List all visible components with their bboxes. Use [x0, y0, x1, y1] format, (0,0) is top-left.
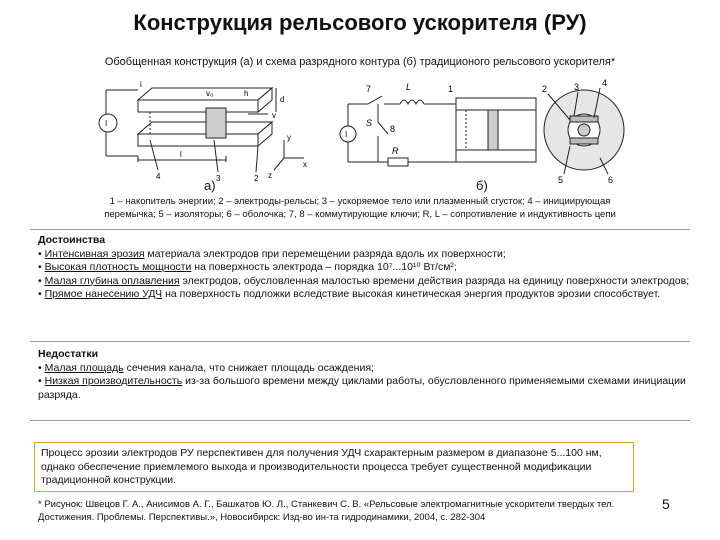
- advantage-item: • Малая глубина оплавления электродов, обусловленная малостью времени действия разряда на единицу поверхности электродов;: [38, 274, 690, 287]
- disadvantage-item: • Малая площадь сечения канала, что снижает площадь осаждения;: [38, 361, 374, 374]
- label-v: v: [272, 111, 276, 120]
- inductor-L: [400, 100, 424, 104]
- figure-a-diagram: [98, 78, 310, 184]
- advantage-item: • Интенсивная эрозия материала электродов при перемещении разряда вдоль их поверхности;: [38, 247, 506, 260]
- energy-source-symbol: [99, 114, 117, 132]
- label-5: 5: [558, 175, 564, 185]
- upper-rail: [456, 98, 536, 110]
- label-7: 7: [366, 84, 372, 94]
- label-1: 1: [448, 84, 454, 94]
- label-l: l: [180, 150, 182, 159]
- label-S: S: [366, 118, 373, 128]
- label-R: R: [392, 146, 399, 156]
- footnote: * Рисунок: Швецов Г. А., Анисимов А. Г., Башкатов Ю. Л., Станкевич С. В. «Рельсовые электромагнитные ускорители твердых тел. Достижения. Проблемы. Перспективы.», Новосибирск: Изд-во ин-та гидродинамики, 2004, с. 282-304: [38, 499, 615, 523]
- label-x: x: [303, 160, 307, 169]
- figure-caption: 1 – накопитель энергии; 2 – электроды-рельсы; 3 – ускоряемое тело или плазменный сгусток; 4 – инициирующая перемычка; 5 – изоляторы; 6 – оболочка; 7, 8 – коммутирующие ключи; R, L – сопротивление и индуктивность цепи: [104, 196, 616, 220]
- label-i: i: [140, 80, 142, 89]
- switch-8: [378, 122, 388, 134]
- figure-a-label: а): [204, 178, 216, 193]
- label-I: I: [345, 130, 348, 139]
- advantages-section: [38, 234, 690, 302]
- accelerated-body: [206, 108, 226, 138]
- figure-b-label: б): [476, 178, 488, 193]
- label-d: d: [280, 95, 285, 104]
- label-2: 2: [542, 84, 548, 94]
- label-3: 3: [216, 174, 221, 183]
- lower-rail: [456, 150, 536, 162]
- label-y: y: [287, 133, 291, 142]
- label-4: 4: [602, 78, 608, 88]
- label-h: h: [244, 89, 249, 98]
- upper-rail: [138, 88, 272, 100]
- advantage-item: • Высокая плотность мощности на поверхность электрода – порядка 10⁷...10¹⁰ Вт/см²;: [38, 261, 457, 273]
- axis-z: [274, 158, 284, 170]
- lower-rail: [138, 122, 272, 134]
- disadvantage-item: • Низкая производительность из-за большого времени между циклами работы, обусловленного применяемыми схемами инициации разряда.: [38, 375, 686, 401]
- accelerated-body: [488, 110, 498, 150]
- label-source-I: I: [105, 119, 108, 128]
- figure-subtitle: Обобщенная конструкция (а) и схема разрядного контура (б) традиционого рельсового ускорителя*: [104, 56, 616, 68]
- divider: [30, 229, 690, 230]
- label-3: 3: [574, 82, 580, 92]
- advantage-item: • Прямое нанесению УДЧ на поверхность подложки вследствие высокая кинетическая энергия продуктов эрозии способствует.: [38, 288, 661, 300]
- page-title: Конструкция рельсового ускорителя (РУ): [133, 10, 587, 35]
- conclusion-box: Процесс эрозии электродов РУ перспективен для получения УДЧ схарактерным размером в диапазоне 5...100 нм, однако обеспечение приемлемого выхода и производительности процесса требует существенной модификации традиционной конструкции.: [34, 442, 634, 492]
- label-L: L: [406, 82, 412, 92]
- label-8: 8: [390, 124, 396, 134]
- divider: [30, 420, 690, 421]
- figure-b-diagram: [338, 76, 628, 186]
- body-section: [578, 124, 590, 136]
- disadvantages-heading: Недостатки: [38, 348, 99, 360]
- advantages-heading: Достоинства: [38, 234, 106, 246]
- label-4: 4: [156, 172, 161, 181]
- page-number: 5: [662, 496, 670, 512]
- energy-source-symbol: [340, 126, 356, 142]
- disadvantages-section: [38, 348, 690, 402]
- divider: [30, 341, 690, 342]
- switch-7: [368, 96, 382, 104]
- resistor-R: [388, 158, 408, 166]
- label-6: 6: [608, 175, 614, 185]
- label-z: z: [268, 171, 272, 180]
- label-2: 2: [254, 174, 259, 183]
- rail-section-bottom: [570, 138, 598, 144]
- label-v0: v₀: [206, 89, 214, 98]
